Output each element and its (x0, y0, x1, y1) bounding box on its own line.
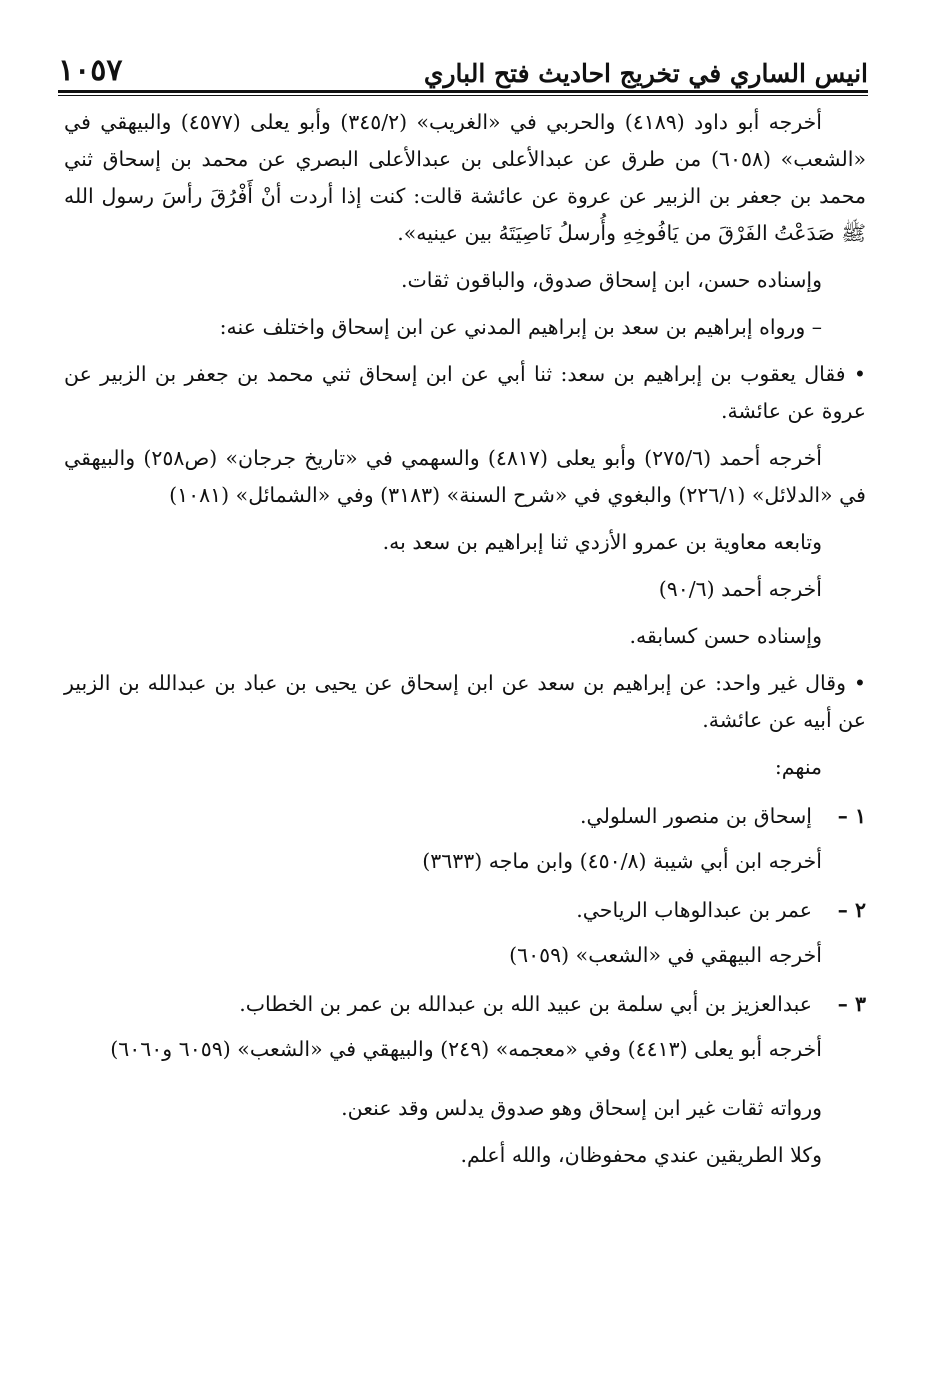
paragraph-mutabaa: وتابعه معاوية بن عمرو الأزدي ثنا إبراهيم بن سعد به. (382, 530, 822, 554)
item-number: ٢ – (837, 898, 866, 922)
paragraph-takhrij-abu-dawud: أخرجه أبو داود (٤١٨٩) والحربي في «الغريب» (٣٤٥/٢) وأبو يعلى (٤٥٧٧) والبيهقي في «الشعب» (٦٠٥٨) من طرق عن عبدالأعلى بن عبدالأعلى البصري عن محمد بن إسحاق ثني محمد بن جعفر بن الزبير عن عروة عن عائشة قالت: كنت إذا أردت أنْ أَفْرُقَ رأسَ رسول الله ﷺ صَدَعْتُ الفَرْقَ من يَافُوخِهِ وأُرسلُ نَاصِيَتَهُ بين عينيه». (64, 110, 866, 245)
item-source: أخرجه البيهقي في «الشعب» (٦٠٥٩) (509, 943, 822, 967)
running-title: انيس الساري في تخريج احاديث فتح الباري (423, 59, 868, 88)
paragraph-isnad-grade-2: وإسناده حسن كسابقه. (629, 624, 822, 648)
page-number: ١٠٥٧ (58, 53, 123, 88)
page-body (64, 104, 866, 1184)
list-item (64, 986, 866, 1023)
paragraph-ibrahim-riwaya: – ورواه إبراهيم بن سعد بن إبراهيم المدني عن ابن إسحاق واختلف عنه: (219, 315, 822, 339)
list-item (64, 892, 866, 929)
paragraph-conclusion: وكلا الطريقين عندي محفوظان، والله أعلم. (460, 1143, 822, 1167)
header-rule-thin (58, 95, 868, 96)
paragraph-yaqub-riwaya: • فقال يعقوب بن إبراهيم بن سعد: ثنا أبي عن ابن إسحاق ثني محمد بن جعفر بن الزبير عن عروة عن عائشة. (64, 362, 866, 423)
paragraph-minhum: منهم: (774, 755, 822, 779)
paragraph-ruwat-grade: ورواته ثقات غير ابن إسحاق وهو صدوق يدلس وقد عنعن. (341, 1096, 822, 1120)
list-item (64, 798, 866, 835)
paragraph-ghayr-wahid: • وقال غير واحد: عن إبراهيم بن سعد عن ابن إسحاق عن يحيى بن عباد بن عبدالله بن الزبير عن أبيه عن عائشة. (64, 671, 866, 732)
page-header (58, 38, 868, 86)
header-rule-thick (58, 90, 868, 93)
item-source: أخرجه ابن أبي شيبة (٤٥٠/٨) وابن ماجه (٣٦٣٣) (422, 849, 822, 873)
item-number: ١ – (837, 804, 866, 828)
narrator-name: عمر بن عبدالوهاب الرياحي. (576, 898, 812, 922)
item-source: أخرجه أبو يعلى (٤٤١٣) وفي «معجمه» (٢٤٩) والبيهقي في «الشعب» (٦٠٥٩ و٦٠٦٠) (110, 1037, 822, 1061)
narrator-name: عبدالعزيز بن أبي سلمة بن عبيد الله بن عبدالله بن عمر بن الخطاب. (239, 992, 812, 1016)
paragraph-isnad-grade: وإسناده حسن، ابن إسحاق صدوق، والباقون ثقات. (400, 268, 822, 292)
item-number: ٣ – (837, 992, 866, 1016)
narrator-name: إسحاق بن منصور السلولي. (579, 804, 812, 828)
paragraph-takhrij-ahmad-2: أخرجه أحمد (٩٠/٦) (658, 577, 822, 601)
paragraph-takhrij-ahmad: أخرجه أحمد (٢٧٥/٦) وأبو يعلى (٤٨١٧) والسهمي في «تاريخ جرجان» (ص٢٥٨) والبيهقي في «الدلائل» (٢٢٦/١) والبغوي في «شرح السنة» (٣١٨٣) وفي «الشمائل» (١٠٨١) (64, 446, 866, 507)
